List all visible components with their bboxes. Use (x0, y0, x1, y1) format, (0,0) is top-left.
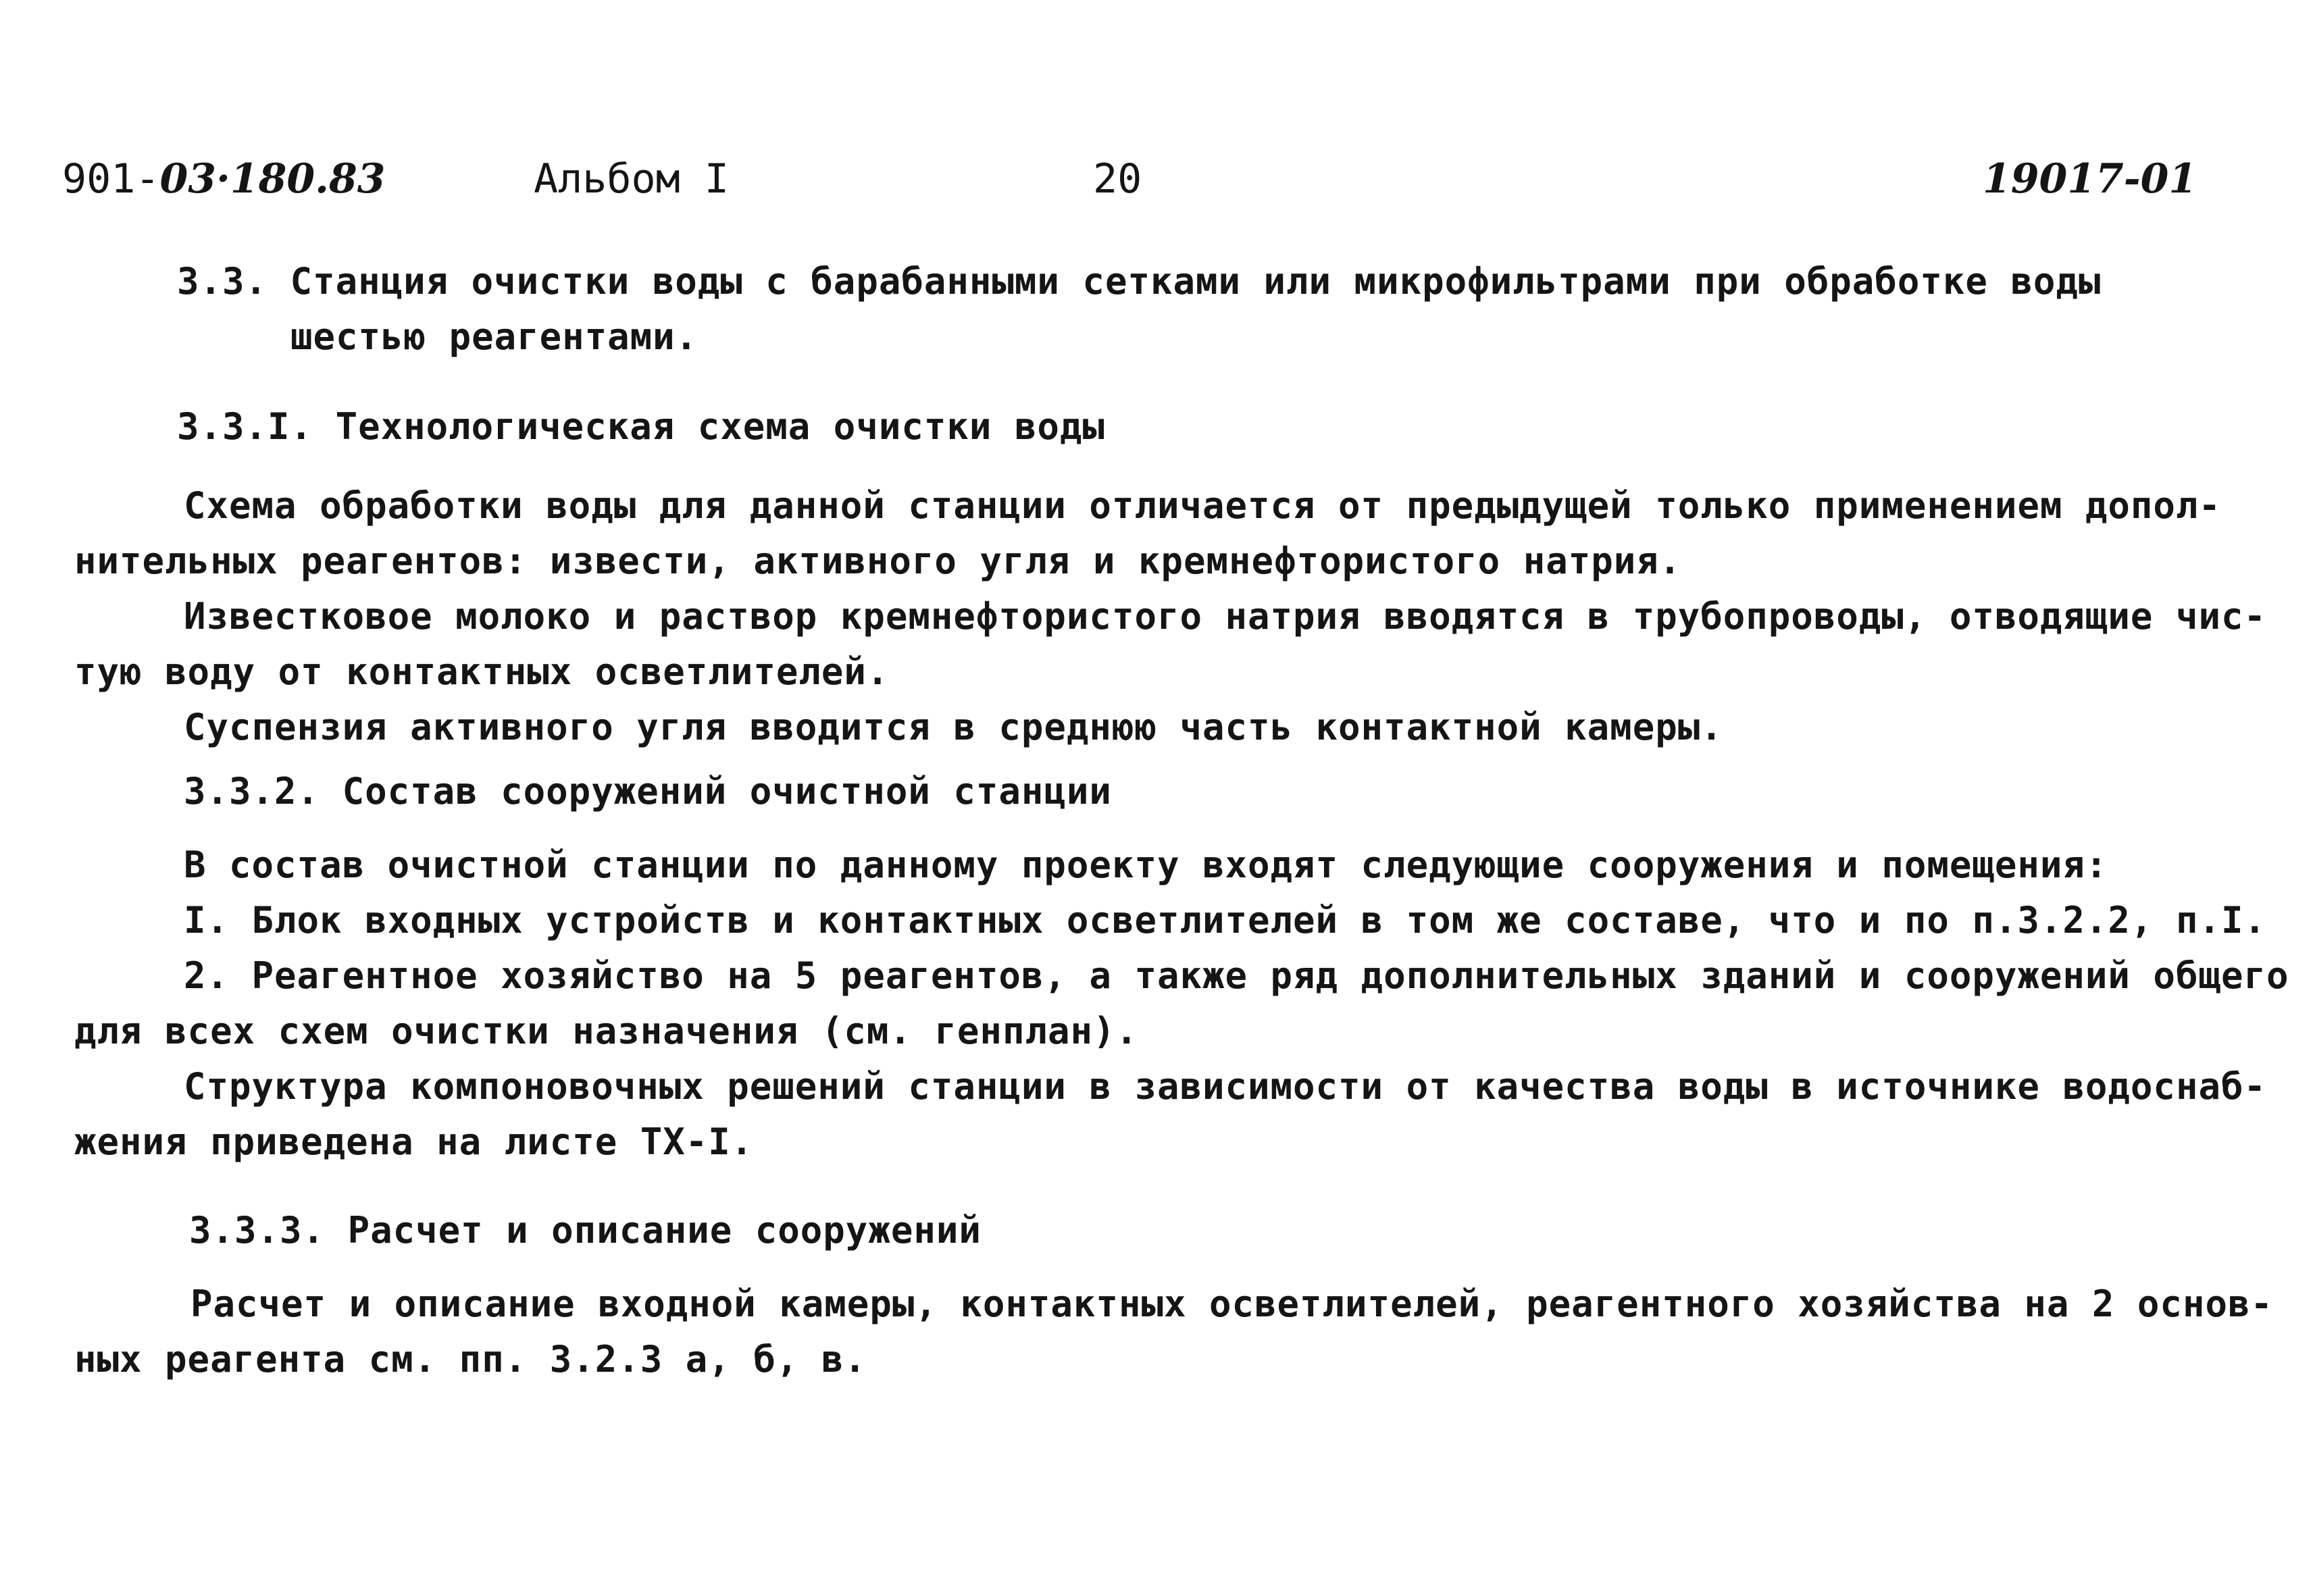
document-id-handwritten: 19017-01 (1983, 155, 2197, 203)
list-item-1: I. Блок входных устройств и контактных осветлителей в том же составе, что и по п.3.2.2, п.I. (184, 899, 2266, 942)
paragraph-calculation: Расчет и описание входной камеры, контактных осветлителей, реагентного хозяйства на 2 основ- ных реагента см. пп. 3.2.3 а, б, в. (74, 1283, 2273, 1381)
album-label: Альбом I (534, 155, 729, 203)
section-3-3-title: 3.3. Станция очистки воды с барабанными сетками или микрофильтрами при обработке воды шестью реагентами. (177, 260, 2102, 358)
composition-list: В состав очистной станции по данному проекту входят следующие сооружения и помещения: I. Блок входных устройств и контактных осветлителей в том же составе, что и по п.3.2.2, п.I. 2. Реагентное хозяйство на 5 реагентов, а также ряд дополнительных зданий и сооружений общего для всех схем очистки назначения (см. генплан). Структура компоновочных решений станции в зависимости от качества воды в источнике водоснаб- жения приведена на листе ТХ-I. (74, 838, 2289, 1170)
document-code-handwritten: 03·180.83 (159, 155, 386, 203)
section-3-3-2-title: 3.3.2. Состав сооружений очистной станции (184, 770, 1112, 813)
section-3-3-1-title: 3.3.I. Технологическая схема очистки воды (177, 405, 1105, 448)
paragraph-structure: Структура компоновочных решений станции в зависимости от качества воды в источнике водоснаб- (184, 1065, 2266, 1108)
document-code (62, 155, 386, 203)
document-code-printed: 901- (62, 155, 160, 203)
page-number: 20 (1093, 155, 1142, 203)
list-item-2: 2. Реагентное хозяйство на 5 реагентов, а также ряд дополнительных зданий и сооружений общего (184, 954, 2289, 997)
composition-intro: В состав очистной станции по данному проекту входят следующие сооружения и помещения: (184, 844, 2108, 886)
section-3-3-3-title: 3.3.3. Расчет и описание сооружений (189, 1209, 982, 1252)
paragraph-1: Схема обработки воды для данной станции отличается от предыдущей только применением допол- нительных реагентов: извести, активного угля и кремнефтористого натрия. Известковое молоко и раствор кремнефтористого натрия вводятся в трубопроводы, отводящие чис- тую воду от контактных осветлителей. Суспензия активного угля вводится в среднюю часть контактной камеры. (74, 484, 2266, 748)
